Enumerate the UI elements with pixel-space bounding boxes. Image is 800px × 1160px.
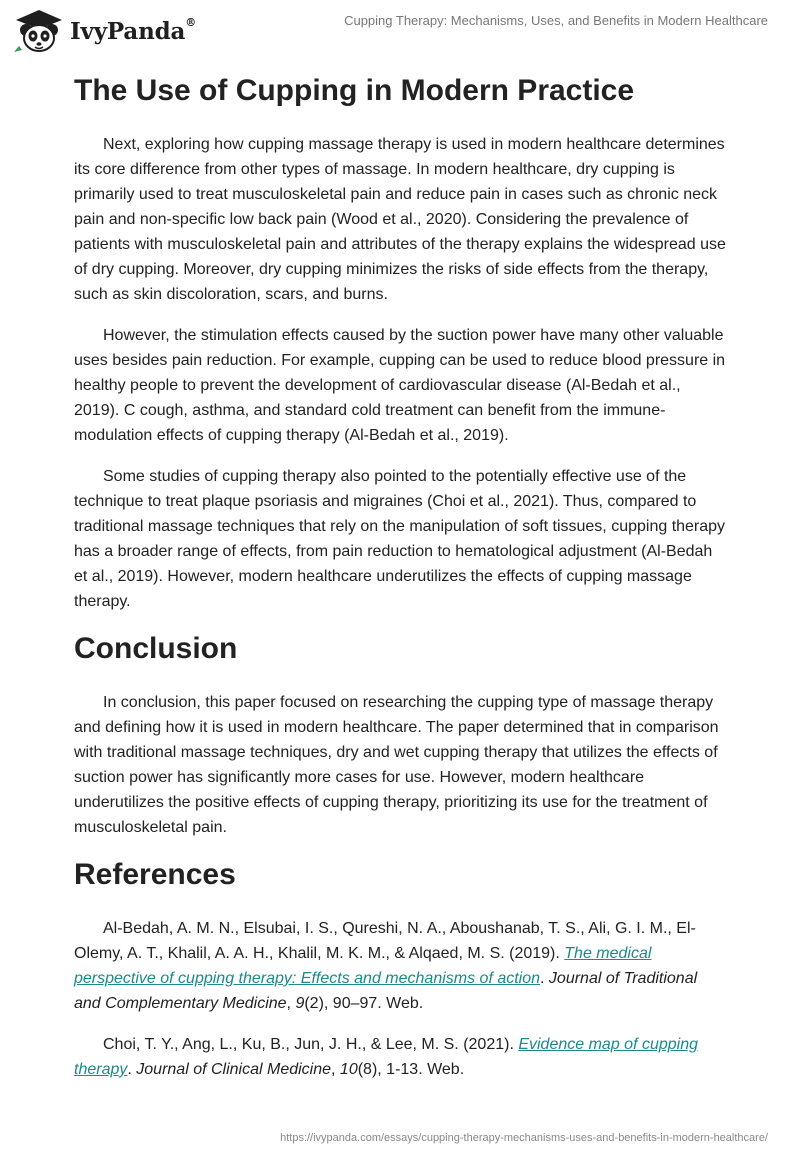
logo-wordmark: IvyPanda® (70, 15, 196, 45)
panda-logo-icon (14, 8, 64, 54)
source-url[interactable]: https://ivypanda.com/essays/cupping-therapy-mechanisms-uses-and-benefits-in-modern-healthcare/ (280, 1132, 768, 1144)
reference-entry: Choi, T. Y., Ang, L., Ku, B., Jun, J. H., & Lee, M. S. (2021). Evidence map of cupping therapy. Journal of Clinical Medicine, 10(8), 1-13. Web. (74, 1036, 698, 1078)
section-heading-conclusion: Conclusion (74, 632, 238, 665)
page-header (0, 0, 800, 64)
reference-entry: Al-Bedah, A. M. N., Elsubai, I. S., Qureshi, N. A., Aboushanab, T. S., Ali, G. I. M., El-Olemy, A. T., Khalil, A. A. H., Khalil, M. K. M., & Alqaed, M. S. (2019). The medical perspective of cupping therapy: Effects and mechanisms of action. Journal of Traditional and Complementary Medicine, 9(2), 90–97. Web. (74, 920, 698, 1012)
document-title: Cupping Therapy: Mechanisms, Uses, and Benefits in Modern Healthcare (344, 13, 768, 28)
paragraph: In conclusion, this paper focused on researching the cupping type of massage therapy and defining how it is used in modern healthcare. The paper determined that in comparison with traditional massage techniques, dry and wet cupping therapy that utilizes the effects of suction power has significantly more cases for use. However, modern healthcare underutilizes the positive effects of cupping therapy, prioritizing its use for the treatment of musculoskeletal pain. (74, 694, 719, 836)
essay-content (74, 70, 728, 1082)
paragraph: Next, exploring how cupping massage therapy is used in modern healthcare determines its core difference from other types of massage. In modern healthcare, dry cupping is primarily used to treat musculoskeletal pain and reduce pain in cases such as chronic neck pain and non-specific low back pain (Wood et al., 2020). Considering the prevalence of patients with musculoskeletal pain and attributes of the therapy explains the widespread use of dry cupping. Moreover, dry cupping minimizes the risks of side effects from the therapy, such as skin discoloration, scars, and burns. (74, 136, 726, 303)
paragraph: Some studies of cupping therapy also pointed to the potentially effective use of the technique to treat plaque psoriasis and migraines (Choi et al., 2021). Thus, compared to traditional massage techniques that rely on the manipulation of soft tissues, cupping therapy has a broader range of effects, from pain reduction to hematological adjustment (Al-Bedah et al., 2019). However, modern healthcare underutilizes the effects of cupping massage therapy. (74, 468, 726, 610)
paragraph: However, the stimulation effects caused by the suction power have many other valuable uses besides pain reduction. For example, cupping can be used to reduce blood pressure in healthy people to prevent the development of cardiovascular disease (Al-Bedah et al., 2019). C cough, asthma, and standard cold treatment can benefit from the immune-modulation effects of cupping therapy (Al-Bedah et al., 2019). (74, 327, 726, 444)
reference-link[interactable]: Evidence map of cupping therapy (74, 1036, 698, 1078)
section-heading-modern-practice: The Use of Cupping in Modern Practice (74, 74, 635, 107)
section-heading-references: References (74, 858, 236, 891)
site-logo[interactable] (14, 8, 196, 54)
reference-link[interactable]: The medical perspective of cupping therapy: Effects and mechanisms of action (74, 945, 652, 987)
